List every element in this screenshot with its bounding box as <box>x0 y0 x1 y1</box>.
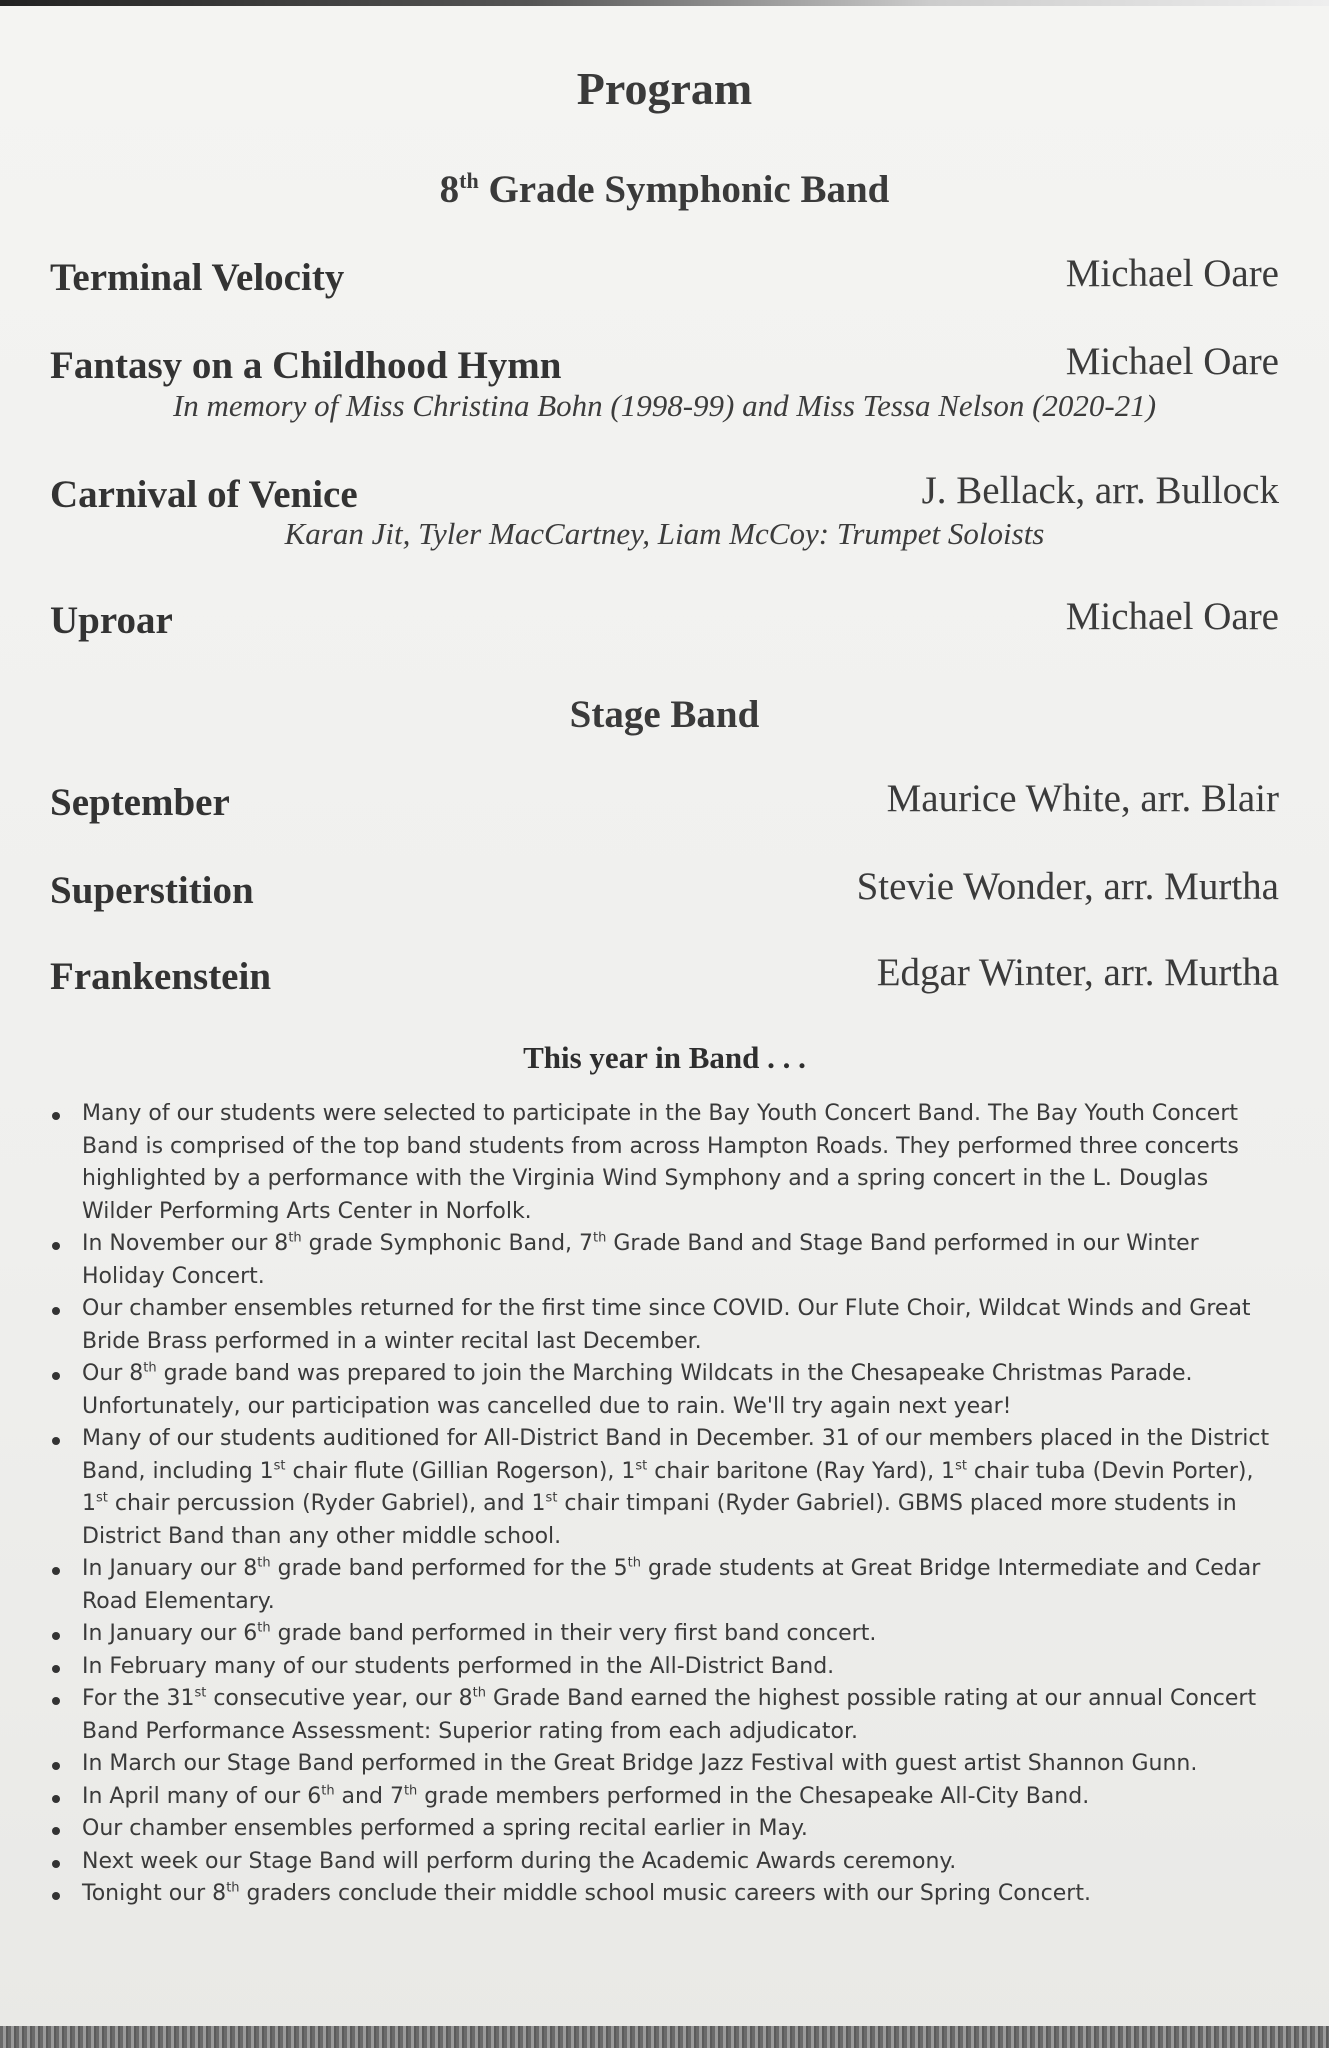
bullet-icon <box>52 1827 60 1835</box>
list-item <box>50 1098 1282 1228</box>
list-item <box>50 1878 1282 1911</box>
list-item-text: Our 8th grade band was prepared to join the Marching Wildcats in the Chesapeake Christmas Parade. Unfortunately, our participation was cancelled due to rain. We'll try again next year! <box>82 1360 1193 1419</box>
list-item <box>50 1228 1282 1293</box>
list-item-text: For the 31st consecutive year, our 8th Grade Band earned the highest possible rating at our annual Concert Band Performance Assessment: Superior rating from each adjudicator. <box>82 1685 1257 1744</box>
program-row-september <box>50 777 1279 830</box>
page-bottom-edge <box>0 2026 1329 2048</box>
program-row-carnival <box>50 469 1279 522</box>
bullet-icon <box>52 1762 60 1770</box>
list-item-text: Our chamber ensembles performed a spring recital earlier in May. <box>82 1816 808 1841</box>
piece-composer: J. Bellack, arr. Bullock <box>921 469 1279 512</box>
piece-title: Frankenstein <box>50 955 272 998</box>
list-item <box>50 1358 1282 1423</box>
list-item <box>50 1683 1282 1748</box>
year-in-band-heading: This year in Band . . . <box>523 1040 806 1075</box>
symphonic-heading-sup: th <box>459 168 479 193</box>
list-item-text: In April many of our 6th and 7th grade members performed in the Chesapeake All-City Band. <box>82 1783 1090 1809</box>
program-row-frankenstein <box>50 951 1279 1004</box>
bullet-icon <box>52 1307 60 1315</box>
list-item-text: In January our 6th grade band performed in their very first band concert. <box>82 1620 877 1646</box>
piece-title: Carnival of Venice <box>50 473 358 516</box>
bullet-icon <box>52 1632 60 1640</box>
list-item <box>50 1781 1282 1814</box>
bullet-icon <box>52 1112 60 1120</box>
list-item-text: Many of our students were selected to participate in the Bay Youth Concert Band. The Bay Youth Concert Band is comprised of the top band students from across Hampton Roads. They performed three concerts highlighted by a performance with the Virginia Wind Symphony and a spring concert in the L. Douglas Wilder Performing Arts Center in Norfolk. <box>82 1101 1239 1224</box>
bullet-icon <box>52 1437 60 1445</box>
piece-title: Terminal Velocity <box>50 256 345 299</box>
piece-composer: Michael Oare <box>1065 252 1279 295</box>
symphonic-heading-text: Grade Symphonic Band <box>478 168 890 211</box>
bullet-icon <box>52 1697 60 1705</box>
piece-composer: Michael Oare <box>1065 595 1279 638</box>
list-item-text: Our chamber ensembles returned for the first time since COVID. Our Flute Choir, Wildcat Winds and Great Bride Brass performed in a winter recital last December. <box>82 1296 1251 1354</box>
list-item <box>50 1423 1282 1553</box>
list-item <box>50 1618 1282 1651</box>
bullet-icon <box>52 1567 60 1575</box>
program-row-uproar <box>50 595 1279 648</box>
list-item <box>50 1553 1282 1618</box>
piece-composer: Maurice White, arr. Blair <box>886 777 1279 820</box>
piece-title: September <box>50 781 230 824</box>
list-item <box>50 1748 1282 1781</box>
stage-band-heading: Stage Band <box>569 693 760 736</box>
bullet-icon <box>52 1665 60 1673</box>
bullet-icon <box>52 1242 60 1250</box>
piece-title: Uproar <box>50 599 173 642</box>
list-item-text: Next week our Stage Band will perform during the Academic Awards ceremony. <box>82 1848 957 1874</box>
piece-title: Superstition <box>50 869 254 912</box>
list-item-text: In March our Stage Band performed in the Great Bridge Jazz Festival with guest artist Shannon Gunn. <box>82 1751 1198 1776</box>
page-title: Program <box>576 63 753 114</box>
list-item <box>50 1846 1282 1879</box>
list-item-text: In November our 8th grade Symphonic Band, 7th Grade Band and Stage Band performed in our Winter Holiday Concert. <box>82 1230 1199 1289</box>
page-top-edge <box>0 0 1329 6</box>
list-item-text: Tonight our 8th graders conclude their middle school music careers with our Spring Concert. <box>82 1880 1091 1906</box>
program-row-fantasy <box>50 340 1279 393</box>
bullet-icon <box>52 1372 60 1380</box>
piece-title: Fantasy on a Childhood Hymn <box>50 344 562 387</box>
list-item <box>50 1293 1282 1358</box>
list-item-text: In February many of our students performed in the All-District Band. <box>82 1653 835 1679</box>
year-highlights-list <box>50 1098 1282 1911</box>
piece-soloists-note: Karan Jit, Tyler MacCartney, Liam McCoy: Trumpet Soloists <box>284 516 1045 551</box>
piece-composer: Stevie Wonder, arr. Murtha <box>856 865 1279 908</box>
piece-dedication-note: In memory of Miss Christina Bohn (1998-99) and Miss Tessa Nelson (2020-21) <box>172 388 1157 423</box>
program-row-superstition <box>50 865 1279 918</box>
bullet-icon <box>52 1860 60 1868</box>
piece-composer: Michael Oare <box>1065 340 1279 383</box>
symphonic-heading-number: 8 <box>439 168 460 211</box>
list-item <box>50 1651 1282 1684</box>
symphonic-band-heading <box>0 167 1329 212</box>
list-item-text: Many of our students auditioned for All-District Band in December. 31 of our members placed in the District Band, including 1st chair flute (Gillian Rogerson), 1st chair baritone (Ray Yard), 1st chair tuba (Devin Porter), 1st chair percussion (Ryder Gabriel), and 1st chair timpani (Ryder Gabriel). GBMS placed more students in District Band than any other middle school. <box>82 1426 1270 1549</box>
program-row-terminal-velocity <box>50 252 1279 305</box>
list-item-text: In January our 8th grade band performed for the 5th grade students at Great Bridge Intermediate and Cedar Road Elementary. <box>82 1555 1261 1614</box>
bullet-icon <box>52 1892 60 1900</box>
bullet-icon <box>52 1795 60 1803</box>
piece-composer: Edgar Winter, arr. Murtha <box>876 951 1279 994</box>
list-item <box>50 1813 1282 1846</box>
